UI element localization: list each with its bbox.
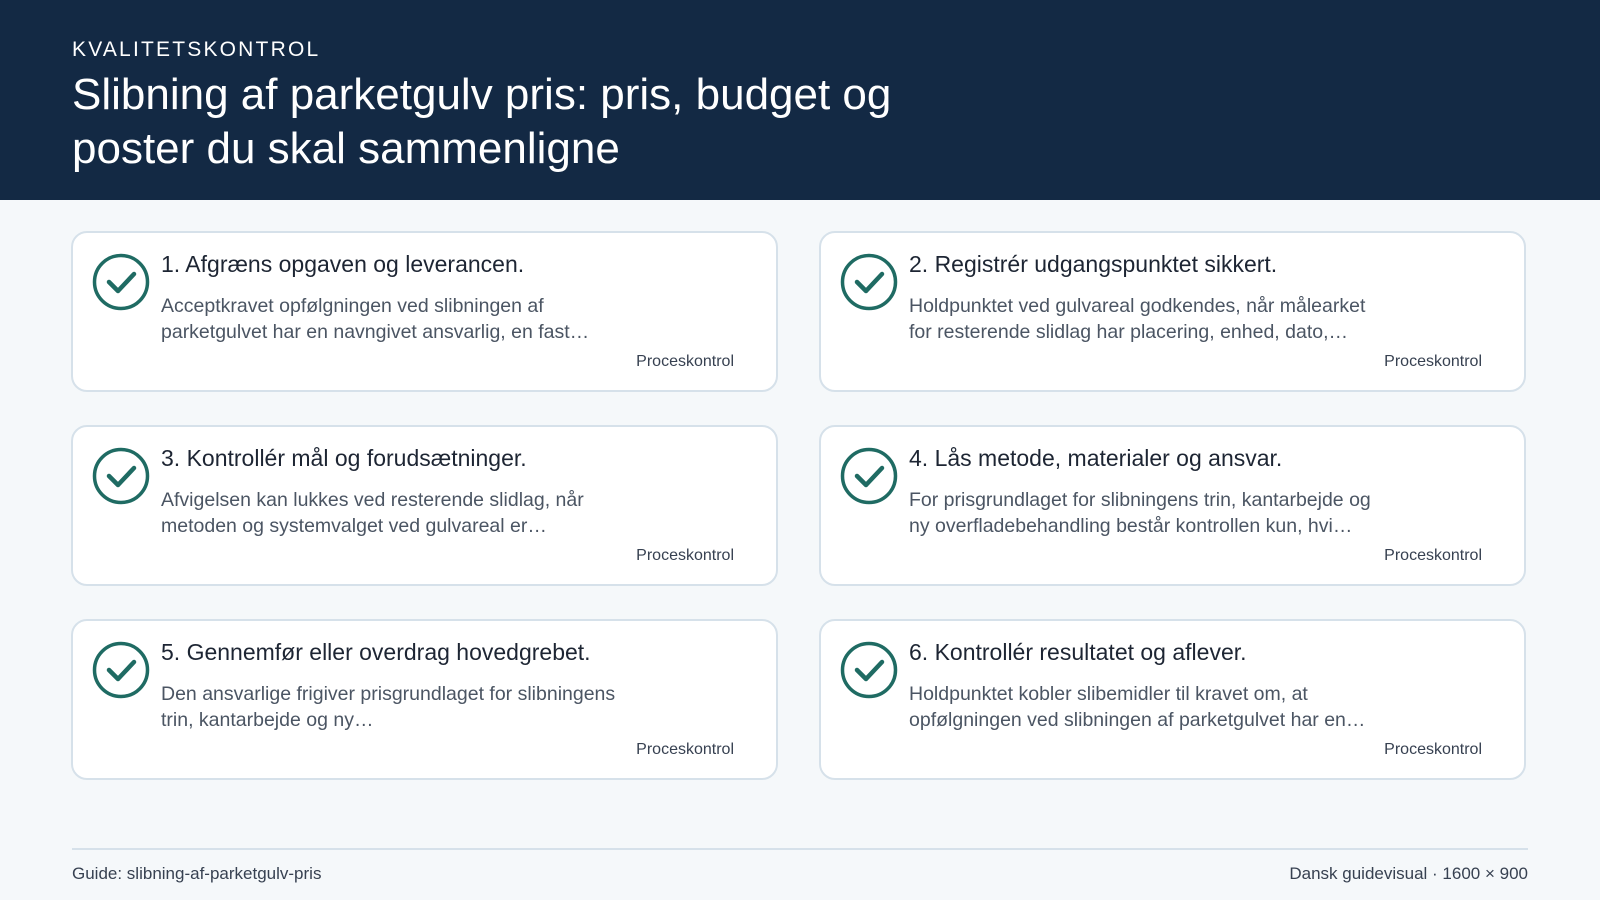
- card-tag: Proceskontrol: [636, 353, 734, 370]
- card-title: 5. Gennemfør eller overdrag hovedgrebet.: [161, 639, 591, 665]
- checklist-card-5: [71, 619, 778, 780]
- card-title: 6. Kontrollér resultatet og aflever.: [909, 639, 1247, 665]
- card-title: 4. Lås metode, materialer og ansvar.: [909, 445, 1283, 471]
- footer-guide-label: Guide: slibning-af-parketgulv-pris: [72, 864, 322, 883]
- check-circle-icon: [840, 253, 898, 311]
- card-body: Afvigelsen kan lukkes ved resterende slidlag, når metoden og systemvalget ved gulvareal er…: [161, 489, 584, 537]
- section-eyebrow: KVALITETSKONTROL: [72, 38, 321, 61]
- check-circle-icon: [840, 641, 898, 699]
- card-tag: Proceskontrol: [1384, 547, 1482, 564]
- check-circle-icon: [92, 253, 150, 311]
- card-body: For prisgrundlaget for slibningens trin, kantarbejde og ny overfladebehandling består kontrollen kun, hvi…: [909, 489, 1371, 537]
- card-title: 3. Kontrollér mål og forudsætninger.: [161, 445, 527, 471]
- card-tag: Proceskontrol: [636, 741, 734, 758]
- card-body: Holdpunktet kobler slibemidler til kravet om, at opfølgningen ved slibningen af parketgulvet har en…: [909, 683, 1366, 731]
- footer-divider: [72, 848, 1528, 850]
- checklist-card-1: [71, 231, 778, 392]
- check-circle-icon: [92, 447, 150, 505]
- card-title: 1. Afgræns opgaven og leverancen.: [161, 251, 525, 277]
- card-tag: Proceskontrol: [636, 547, 734, 564]
- checklist-card-6: [819, 619, 1526, 780]
- card-body: Holdpunktet ved gulvareal godkendes, når målearket for resterende slidlag har placering, enhed, dato,…: [909, 295, 1366, 343]
- checklist-card-3: [71, 425, 778, 586]
- card-body: Den ansvarlige frigiver prisgrundlaget for slibningens trin, kantarbejde og ny…: [161, 683, 616, 731]
- page-title: Slibning af parketgulv pris: pris, budget og poster du skal sammenligne: [72, 70, 892, 173]
- checklist-card-4: [819, 425, 1526, 586]
- card-tag: Proceskontrol: [1384, 353, 1482, 370]
- check-circle-icon: [840, 447, 898, 505]
- checklist-card-2: [819, 231, 1526, 392]
- header-banner: [0, 0, 1600, 200]
- card-body: Acceptkravet opfølgningen ved slibningen af parketgulvet har en navngivet ansvarlig, en fast…: [161, 295, 590, 343]
- footer-meta-label: Dansk guidevisual · 1600 × 900: [1289, 864, 1528, 883]
- card-title: 2. Registrér udgangspunktet sikkert.: [909, 251, 1278, 277]
- check-circle-icon: [92, 641, 150, 699]
- card-tag: Proceskontrol: [1384, 741, 1482, 758]
